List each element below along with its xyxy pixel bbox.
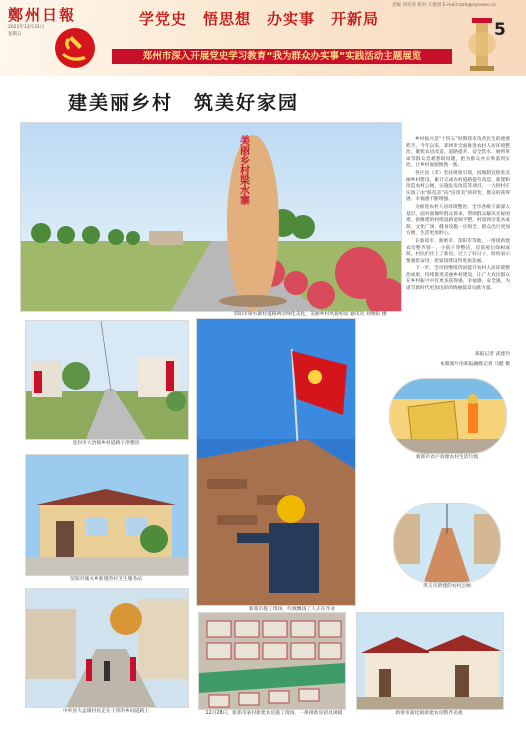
photo-service-station: [25, 454, 189, 576]
newspaper-masthead: 鄭州日報: [8, 6, 77, 24]
party-emblem-icon: [52, 26, 98, 70]
caption-flag: 新郑市施工现场，红旗飘扬工人正在作业: [248, 607, 336, 612]
slogan-heading: 学党史 悟思想 办实事 开新局: [139, 10, 380, 28]
photo-flag-worker: [196, 318, 356, 606]
editor-line: 责编 刘军涛 校对 王建国 E-mail:zzrb@zynews.cn: [392, 3, 496, 8]
article-paragraph: 乡村振兴是“十四五”时期我市改善民生的重要抓手。今年以来，郑州市全面推进农村人居环境整治，聚焦农房改造、道路提升、安全饮水、厕所革命等群众急难愁盼问题，把为群众办实事落到实处，让乡村面貌焕然一新。: [406, 137, 510, 169]
article-paragraph: 为推进农村人居环境整治，全市各级干部深入基层，面对面倾听群众诉求，帮助群众解决实际困难。新修建的村组道路宽阔平整，村道两旁花木成荫，文化广场、健身设施一应俱全，群众出行更加方便，生活更加舒心。: [406, 204, 510, 237]
photo-worker-cart: [389, 378, 507, 454]
stone-inscription: 美丽乡村梁水寨: [237, 135, 249, 205]
photo-new-houses: [356, 612, 504, 710]
caption-road: 登封市大冶镇乡村道路干净整洁: [72, 441, 140, 446]
article-paragraph: 各区县（市）坚持规划引领，因地制宜推进美丽乡村建设，累计完成农村道路提升改造、新建和改造农村公厕、实施危房改造等项目，一大批村庄实现了由“脏乱差”向“洁净美”的转变，群众的获得感、幸福感不断增强。: [406, 170, 510, 203]
photo-villagers: [25, 588, 189, 708]
caption-aerial: 12月28日，新郑市某村新建农房施工现场，一排排新房初具规模: [205, 711, 343, 716]
issue-date: 2021年12月31日: [8, 25, 45, 30]
photo-credit: 本版图片由郑报融媒记者 马健 摄: [439, 362, 510, 367]
caption-houses: 新密市超化镇新建农房整齐美观: [395, 711, 463, 716]
issue-weekday: 星期五: [8, 32, 22, 37]
page-number: 5: [494, 20, 506, 40]
photo-toilet: [393, 503, 501, 583]
caption-hero: 荥阳市梁水寨村道路两旁绿化美化，美丽乡村风貌初显 通讯员 刘俊阳 摄: [233, 312, 387, 317]
article-paragraph: 下一步，全市将继续巩固提升农村人居环境整治成果，持续推进美丽乡村建设，让广大农民群众在乡村振兴中有更多获得感、幸福感、安全感，为谱写新时代更加出彩的绚丽篇章贡献力量。: [406, 266, 510, 292]
main-title: 建美丽乡村 筑美好家园: [68, 92, 300, 114]
article-body: [406, 137, 510, 294]
article-paragraph: 在新郑市、新密市、荥阳市等地，一排排新建农房整齐划一，小院干净整洁，房前屋后绿树成荫。村民们住上了新房，过上了好日子，纷纷表示要感恩奋进，把家园建设得更加美丽。: [406, 238, 510, 264]
exhibition-subtitle: 郑州市深入开展党史学习教育“我为群众办实事”实践活动主题展览: [112, 49, 452, 64]
article-reporter: 郑报记者 武建玲: [474, 352, 510, 357]
caption-toilet: 巩义市新建的农村公厕: [423, 584, 471, 589]
photo-aerial-construction: [198, 612, 346, 710]
photo-village-road: [25, 320, 189, 440]
hero-photo-village-road: [20, 122, 402, 312]
caption-service-station: 荥阳市城关乡新建的村卫生服务站: [70, 577, 142, 582]
caption-villagers: 中牟县大孟镇村民走在干净的乡间道路上: [62, 709, 150, 714]
caption-worker-cart: 新郑市农户清理农村生活垃圾: [415, 455, 479, 460]
